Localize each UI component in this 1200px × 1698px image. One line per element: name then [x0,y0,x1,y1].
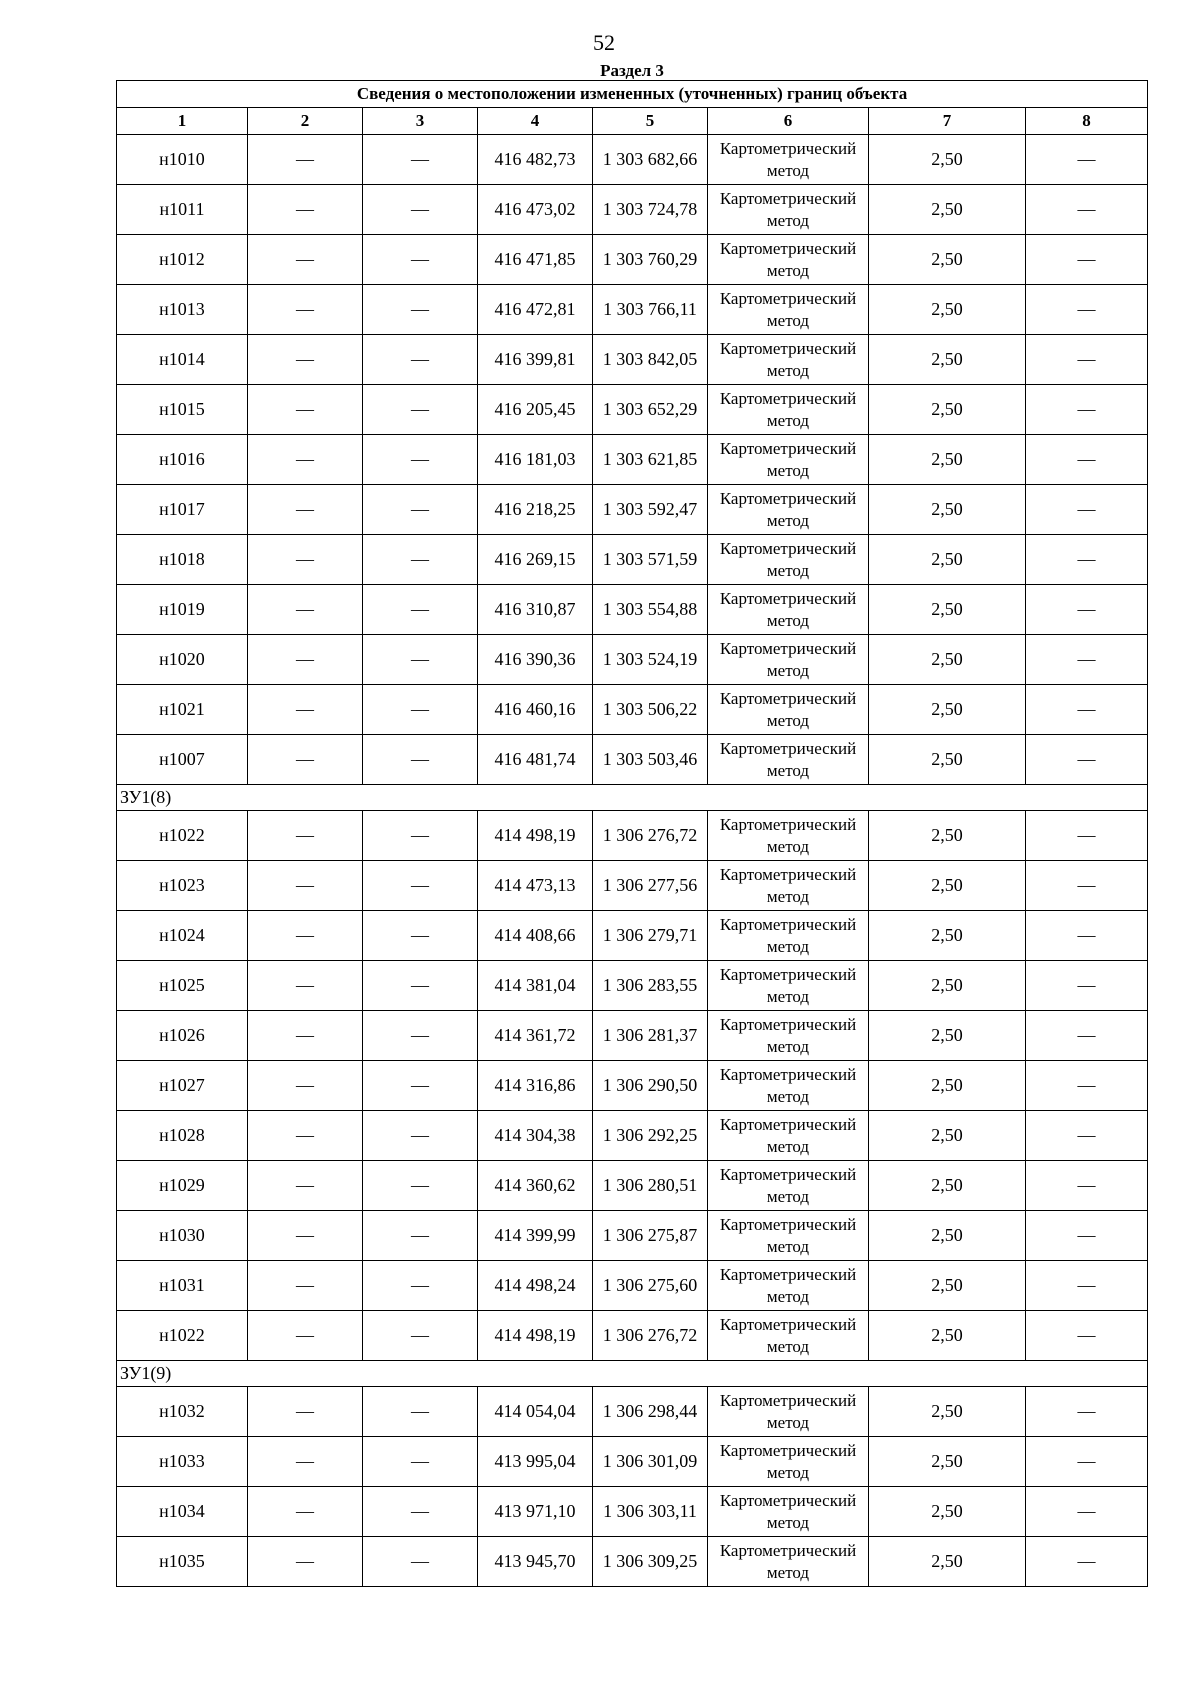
x-coordinate-cell: 413 995,04 [478,1437,593,1487]
x-coordinate-cell: 416 482,73 [478,135,593,185]
col8-dash-cell: — [1026,1061,1148,1111]
x-coordinate-cell: 414 473,13 [478,861,593,911]
point-name-cell: н1017 [117,485,248,535]
table-row [117,1387,1148,1437]
col3-dash-cell: — [363,911,478,961]
col2-dash-cell: — [248,635,363,685]
column-number-4: 4 [478,108,593,135]
method-cell: Картометрический метод [708,1537,869,1587]
method-cell: Картометрический метод [708,685,869,735]
y-coordinate-cell: 1 303 621,85 [593,435,708,485]
accuracy-cell: 2,50 [869,285,1026,335]
point-name-cell: н1019 [117,585,248,635]
y-coordinate-cell: 1 303 682,66 [593,135,708,185]
col2-dash-cell: — [248,385,363,435]
table-row [117,185,1148,235]
x-coordinate-cell: 414 381,04 [478,961,593,1011]
point-name-cell: н1016 [117,435,248,485]
col8-dash-cell: — [1026,1211,1148,1261]
y-coordinate-cell: 1 306 283,55 [593,961,708,1011]
col3-dash-cell: — [363,1161,478,1211]
col8-dash-cell: — [1026,535,1148,585]
x-coordinate-cell: 416 471,85 [478,235,593,285]
y-coordinate-cell: 1 303 554,88 [593,585,708,635]
method-cell: Картометрический метод [708,1111,869,1161]
section-title: Раздел 3 [600,61,664,80]
point-name-cell: н1021 [117,685,248,735]
col2-dash-cell: — [248,1537,363,1587]
method-cell: Картометрический метод [708,585,869,635]
col2-dash-cell: — [248,1311,363,1361]
x-coordinate-cell: 416 205,45 [478,385,593,435]
x-coordinate-cell: 414 408,66 [478,911,593,961]
accuracy-cell: 2,50 [869,861,1026,911]
point-name-cell: н1020 [117,635,248,685]
col8-dash-cell: — [1026,485,1148,535]
x-coordinate-cell: 416 473,02 [478,185,593,235]
method-cell: Картометрический метод [708,811,869,861]
column-number-3: 3 [363,108,478,135]
y-coordinate-cell: 1 306 275,87 [593,1211,708,1261]
accuracy-cell: 2,50 [869,811,1026,861]
column-number-6: 6 [708,108,869,135]
accuracy-cell: 2,50 [869,1537,1026,1587]
y-coordinate-cell: 1 306 281,37 [593,1011,708,1061]
table-row [117,1537,1148,1587]
y-coordinate-cell: 1 303 652,29 [593,385,708,435]
x-coordinate-cell: 416 472,81 [478,285,593,335]
col2-dash-cell: — [248,1387,363,1437]
point-name-cell: н1027 [117,1061,248,1111]
point-name-cell: н1029 [117,1161,248,1211]
accuracy-cell: 2,50 [869,235,1026,285]
table-row [117,635,1148,685]
col3-dash-cell: — [363,1111,478,1161]
accuracy-cell: 2,50 [869,385,1026,435]
point-name-cell: н1014 [117,335,248,385]
col8-dash-cell: — [1026,1011,1148,1061]
point-name-cell: н1013 [117,285,248,335]
col3-dash-cell: — [363,735,478,785]
col8-dash-cell: — [1026,1387,1148,1437]
col2-dash-cell: — [248,685,363,735]
point-name-cell: н1031 [117,1261,248,1311]
method-cell: Картометрический метод [708,1261,869,1311]
method-cell: Картометрический метод [708,1061,869,1111]
col8-dash-cell: — [1026,1161,1148,1211]
accuracy-cell: 2,50 [869,1011,1026,1061]
point-name-cell: н1034 [117,1487,248,1537]
col2-dash-cell: — [248,1437,363,1487]
accuracy-cell: 2,50 [869,535,1026,585]
col2-dash-cell: — [248,285,363,335]
accuracy-cell: 2,50 [869,1311,1026,1361]
y-coordinate-cell: 1 303 842,05 [593,335,708,385]
point-name-cell: н1010 [117,135,248,185]
col3-dash-cell: — [363,235,478,285]
col3-dash-cell: — [363,435,478,485]
x-coordinate-cell: 414 498,19 [478,1311,593,1361]
col2-dash-cell: — [248,435,363,485]
point-name-cell: н1035 [117,1537,248,1587]
accuracy-cell: 2,50 [869,1487,1026,1537]
col2-dash-cell: — [248,1011,363,1061]
x-coordinate-cell: 413 971,10 [478,1487,593,1537]
method-cell: Картометрический метод [708,285,869,335]
point-name-cell: н1024 [117,911,248,961]
y-coordinate-cell: 1 306 309,25 [593,1537,708,1587]
method-cell: Картометрический метод [708,1487,869,1537]
x-coordinate-cell: 414 360,62 [478,1161,593,1211]
method-cell: Картометрический метод [708,1161,869,1211]
table-body [117,135,1148,1587]
point-name-cell: н1030 [117,1211,248,1261]
table-row [117,1311,1148,1361]
x-coordinate-cell: 414 304,38 [478,1111,593,1161]
y-coordinate-cell: 1 306 303,11 [593,1487,708,1537]
point-name-cell: н1026 [117,1011,248,1061]
point-name-cell: н1028 [117,1111,248,1161]
col2-dash-cell: — [248,1111,363,1161]
col2-dash-cell: — [248,1261,363,1311]
col2-dash-cell: — [248,535,363,585]
method-cell: Картометрический метод [708,1211,869,1261]
method-cell: Картометрический метод [708,961,869,1011]
group-label: ЗУ1(8) [117,785,1148,811]
accuracy-cell: 2,50 [869,1261,1026,1311]
col2-dash-cell: — [248,585,363,635]
col3-dash-cell: — [363,535,478,585]
y-coordinate-cell: 1 306 276,72 [593,1311,708,1361]
table-row [117,335,1148,385]
x-coordinate-cell: 414 498,24 [478,1261,593,1311]
point-name-cell: н1012 [117,235,248,285]
col3-dash-cell: — [363,185,478,235]
col3-dash-cell: — [363,1437,478,1487]
column-number-7: 7 [869,108,1026,135]
col2-dash-cell: — [248,1487,363,1537]
table-row [117,135,1148,185]
col2-dash-cell: — [248,1161,363,1211]
col8-dash-cell: — [1026,385,1148,435]
table-row [117,911,1148,961]
accuracy-cell: 2,50 [869,911,1026,961]
accuracy-cell: 2,50 [869,585,1026,635]
accuracy-cell: 2,50 [869,635,1026,685]
x-coordinate-cell: 416 218,25 [478,485,593,535]
x-coordinate-cell: 416 269,15 [478,535,593,585]
method-cell: Картометрический метод [708,1387,869,1437]
y-coordinate-cell: 1 306 298,44 [593,1387,708,1437]
y-coordinate-cell: 1 303 592,47 [593,485,708,535]
x-coordinate-cell: 414 316,86 [478,1061,593,1111]
method-cell: Картометрический метод [708,235,869,285]
y-coordinate-cell: 1 306 301,09 [593,1437,708,1487]
col2-dash-cell: — [248,811,363,861]
table-row [117,585,1148,635]
point-name-cell: н1011 [117,185,248,235]
y-coordinate-cell: 1 306 279,71 [593,911,708,961]
method-cell: Картометрический метод [708,1311,869,1361]
x-coordinate-cell: 416 181,03 [478,435,593,485]
column-number-2: 2 [248,108,363,135]
col3-dash-cell: — [363,485,478,535]
col8-dash-cell: — [1026,585,1148,635]
col3-dash-cell: — [363,585,478,635]
col8-dash-cell: — [1026,185,1148,235]
col8-dash-cell: — [1026,635,1148,685]
table-row [117,861,1148,911]
col3-dash-cell: — [363,1537,478,1587]
col2-dash-cell: — [248,911,363,961]
col3-dash-cell: — [363,1211,478,1261]
x-coordinate-cell: 416 390,36 [478,635,593,685]
col8-dash-cell: — [1026,285,1148,335]
table-row [117,435,1148,485]
col3-dash-cell: — [363,1387,478,1437]
method-cell: Картометрический метод [708,185,869,235]
method-cell: Картометрический метод [708,535,869,585]
col8-dash-cell: — [1026,961,1148,1011]
col3-dash-cell: — [363,335,478,385]
col8-dash-cell: — [1026,911,1148,961]
col8-dash-cell: — [1026,861,1148,911]
col8-dash-cell: — [1026,135,1148,185]
accuracy-cell: 2,50 [869,1061,1026,1111]
table-row [117,961,1148,1011]
col3-dash-cell: — [363,285,478,335]
col3-dash-cell: — [363,1261,478,1311]
col8-dash-cell: — [1026,1487,1148,1537]
y-coordinate-cell: 1 303 524,19 [593,635,708,685]
point-name-cell: н1022 [117,811,248,861]
x-coordinate-cell: 416 399,81 [478,335,593,385]
y-coordinate-cell: 1 306 292,25 [593,1111,708,1161]
table-row [117,1111,1148,1161]
col8-dash-cell: — [1026,811,1148,861]
method-cell: Картометрический метод [708,335,869,385]
accuracy-cell: 2,50 [869,185,1026,235]
method-cell: Картометрический метод [708,1011,869,1061]
table-row [117,1437,1148,1487]
col2-dash-cell: — [248,1211,363,1261]
column-number-1: 1 [117,108,248,135]
table-row [117,285,1148,335]
col8-dash-cell: — [1026,1311,1148,1361]
y-coordinate-cell: 1 306 290,50 [593,1061,708,1111]
col3-dash-cell: — [363,1487,478,1537]
method-cell: Картометрический метод [708,735,869,785]
col3-dash-cell: — [363,1011,478,1061]
col8-dash-cell: — [1026,235,1148,285]
col8-dash-cell: — [1026,685,1148,735]
col3-dash-cell: — [363,1061,478,1111]
table-row [117,811,1148,861]
x-coordinate-cell: 413 945,70 [478,1537,593,1587]
table-row [117,1061,1148,1111]
boundary-coordinates-table [116,80,1148,1587]
col2-dash-cell: — [248,861,363,911]
col8-dash-cell: — [1026,1437,1148,1487]
table-row [117,1487,1148,1537]
col8-dash-cell: — [1026,1111,1148,1161]
x-coordinate-cell: 414 498,19 [478,811,593,861]
point-name-cell: н1007 [117,735,248,785]
y-coordinate-cell: 1 306 276,72 [593,811,708,861]
col8-dash-cell: — [1026,435,1148,485]
table-row [117,685,1148,735]
col3-dash-cell: — [363,385,478,435]
table-row [117,1211,1148,1261]
col3-dash-cell: — [363,961,478,1011]
accuracy-cell: 2,50 [869,135,1026,185]
y-coordinate-cell: 1 306 277,56 [593,861,708,911]
accuracy-cell: 2,50 [869,685,1026,735]
accuracy-cell: 2,50 [869,1161,1026,1211]
y-coordinate-cell: 1 303 766,11 [593,285,708,335]
point-name-cell: н1018 [117,535,248,585]
x-coordinate-cell: 416 481,74 [478,735,593,785]
accuracy-cell: 2,50 [869,961,1026,1011]
table-row [117,485,1148,535]
col2-dash-cell: — [248,961,363,1011]
point-name-cell: н1022 [117,1311,248,1361]
x-coordinate-cell: 414 399,99 [478,1211,593,1261]
column-number-5: 5 [593,108,708,135]
point-name-cell: н1033 [117,1437,248,1487]
page-number: 52 [593,30,615,55]
column-number-row [117,108,1148,135]
group-label: ЗУ1(9) [117,1361,1148,1387]
table-row [117,535,1148,585]
accuracy-cell: 2,50 [869,1111,1026,1161]
x-coordinate-cell: 414 054,04 [478,1387,593,1437]
y-coordinate-cell: 1 306 275,60 [593,1261,708,1311]
method-cell: Картометрический метод [708,135,869,185]
col2-dash-cell: — [248,485,363,535]
accuracy-cell: 2,50 [869,485,1026,535]
table-row [117,385,1148,435]
accuracy-cell: 2,50 [869,735,1026,785]
group-row [117,785,1148,811]
column-number-8: 8 [1026,108,1148,135]
table-row [117,235,1148,285]
col3-dash-cell: — [363,861,478,911]
col3-dash-cell: — [363,635,478,685]
x-coordinate-cell: 416 460,16 [478,685,593,735]
method-cell: Картометрический метод [708,635,869,685]
col8-dash-cell: — [1026,1261,1148,1311]
table-row [117,735,1148,785]
col3-dash-cell: — [363,1311,478,1361]
x-coordinate-cell: 416 310,87 [478,585,593,635]
group-row [117,1361,1148,1387]
col2-dash-cell: — [248,335,363,385]
point-name-cell: н1025 [117,961,248,1011]
col2-dash-cell: — [248,1061,363,1111]
point-name-cell: н1023 [117,861,248,911]
x-coordinate-cell: 414 361,72 [478,1011,593,1061]
col3-dash-cell: — [363,135,478,185]
y-coordinate-cell: 1 306 280,51 [593,1161,708,1211]
table-row [117,1261,1148,1311]
y-coordinate-cell: 1 303 571,59 [593,535,708,585]
table-caption: Сведения о местоположении измененных (уточненных) границ объекта [117,81,1148,108]
col2-dash-cell: — [248,185,363,235]
col2-dash-cell: — [248,135,363,185]
method-cell: Картометрический метод [708,1437,869,1487]
accuracy-cell: 2,50 [869,1387,1026,1437]
table-row [117,1011,1148,1061]
table-row [117,1161,1148,1211]
col2-dash-cell: — [248,235,363,285]
y-coordinate-cell: 1 303 760,29 [593,235,708,285]
col8-dash-cell: — [1026,735,1148,785]
col3-dash-cell: — [363,811,478,861]
method-cell: Картометрический метод [708,485,869,535]
point-name-cell: н1015 [117,385,248,435]
col8-dash-cell: — [1026,335,1148,385]
accuracy-cell: 2,50 [869,1437,1026,1487]
col3-dash-cell: — [363,685,478,735]
col2-dash-cell: — [248,735,363,785]
point-name-cell: н1032 [117,1387,248,1437]
y-coordinate-cell: 1 303 724,78 [593,185,708,235]
accuracy-cell: 2,50 [869,435,1026,485]
method-cell: Картометрический метод [708,385,869,435]
method-cell: Картометрический метод [708,911,869,961]
method-cell: Картометрический метод [708,861,869,911]
y-coordinate-cell: 1 303 503,46 [593,735,708,785]
y-coordinate-cell: 1 303 506,22 [593,685,708,735]
col8-dash-cell: — [1026,1537,1148,1587]
method-cell: Картометрический метод [708,435,869,485]
accuracy-cell: 2,50 [869,1211,1026,1261]
accuracy-cell: 2,50 [869,335,1026,385]
